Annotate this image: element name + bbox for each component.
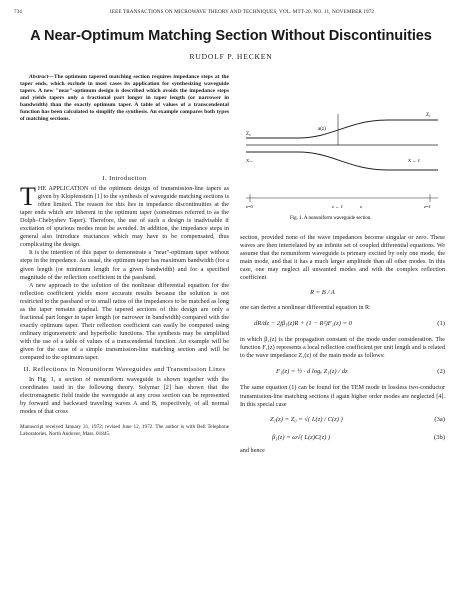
left-body [20,172,229,437]
label-z-left: z=0 [246,204,253,209]
label-z-arrow: z [360,204,362,209]
abstract-label: Abstract [29,74,49,80]
intro-p1: HE APPLICATION of the optimum design of transmission-line tapers as given by Klopfenstein [1] to the synthesis of waveguide matching sections is often limited. The reason for this lies in impedance discontinuities at the taper ends which are inherent in the optimum taper (sometimes referred to as the Dolph–Chebyshev Taper). Therefore, the use of such a design is inadvisable if excitation of spurious modes must be avoided. In addition, the impedance steps in general also introduce reactances which may have to be compensated, thus complicating the design. [20,185,229,249]
label-z-mid: z ← ℓ [332,204,343,209]
author-name: RUDOLF P. HECKEN [189,52,273,61]
figure-1 [238,100,446,220]
paper-title: A Near-Optimum Matching Section Without Discontinuities [30,28,432,44]
eq3b-body: β₁(z) = ω√( L(z)C(z) ) [272,433,331,441]
intro-p3: A new approach to the solution of the nonlinear differential equation for the reflection coefficient yields more accurate results because the solution is not restricted to the passband or to small ratios of the impedances to be matched as long as the taper remains gradual. The tapered sections of this design are only a fractional part longer in taper length (or narrower in bandwidth) compared with the exactly optimum taper. Their reflection coefficient can easily be computed using ordinary trigonometric and hyperbolic functions. The synthesis may be simplified with the use of a table of values of a transcendental function. An example will be given for the case of a simple transmission-line matching section and will be compared to the optimum taper. [20,281,229,362]
equation-R [240,282,445,304]
eq3b-number: (3b) [434,433,445,441]
intro-heading: I. Introduction [102,175,147,182]
label-z-right: z=ℓ [424,204,431,209]
right-end: and hence [240,446,265,454]
equation-1 [240,312,445,336]
intro-p2: It is the intention of this paper to demonstrate a "near"-optimum taper without steps in the impedance. As usual, the optimum taper has maximum bandwidth (for a given length (or minimum length for a given bandwidth) and for a specified magnitude of the reflection coefficient in the passband. [20,249,229,281]
eq2-body: F₁(z) = ½ · d logₑ Z₁(z) / dz [276,368,348,376]
label-a-z: a(z) [318,127,326,132]
right-p1: section, provided none of the wave impedances become singular or zero. These waves are then interrelated by an infinite set of coupled differential equations. We assume that the nonuniform waveguide is primary excited by only one mode, the main mode, and that it has a much larger amplitude than all other modes. In this case, one may neglect all unwanted modes and with the complex reflection coefficient [240,234,445,282]
right-p4: The same equation (1) can be found for the TEM mode in lossless two-conductor transmission-line matching sections if again higher order modes are neglected [4]. In this special case [240,384,445,408]
eq1-body: dR/dz − 2jβ₁(z)R + (1 − R²)F₁(z) = 0 [254,320,352,328]
label-x-left: X← [246,158,254,163]
upper-wall [246,120,438,138]
right-p3: in which β₁(z) is the propagation constant of the mode under consideration. The function F₁(z) represents a local reflection coefficient per unit length and is related to the wave impedance Z₁(z) of the main mode as follows: [240,336,445,360]
label-x-right: X ← ℓ [408,158,421,163]
equation-3a [240,409,445,431]
eq1-number: (1) [437,320,445,328]
left-column [20,74,229,123]
label-z0: Z₀ [246,132,251,137]
equation-2 [240,360,445,384]
eq3a-body: Z₁(z) = Z₀ = √( L(z) / C(z) ) [270,415,343,423]
intro-first-paragraph [20,182,229,249]
equation-3b [240,431,445,447]
running-header [14,9,448,19]
footnote: Manuscript received January 31, 1972; revised June 12, 1972. The author is with Bell Telephone Laboratories, North Andover, Mass. 01845. [20,424,229,437]
drop-cap: T [20,182,36,212]
journal-name: IEEE TRANSACTIONS ON MICROWAVE THEORY AND TECHNIQUES, VOL. MTT-20, NO. 11, NOVEMBER 1972 [110,9,375,15]
sec2-p1: In Fig. 1, a section of nonuniform waveguide is shown together with the coordinates used in the following theory. Solymar [2] has shown that the electromagnetic field inside the waveguide at any cross section can be represented by forward and backward traveling waves A and B, respectively, of all normal modes of that cross [20,376,229,416]
figure-caption: Fig. 1. A nonuniform waveguide section. [290,216,372,220]
section2-heading: II. Reflections in Nonuniform Waveguides and Transmission Lines [23,366,226,374]
right-column [240,234,445,455]
abstract [20,74,229,123]
eq2-number: (2) [437,368,445,376]
eq3a-number: (3a) [434,415,445,423]
label-z1: Z₁ [426,113,431,118]
abstract-text: —The optimum tapered matching section requires impedance steps at the taper ends, which exclude in most cases its application for synthesizing waveguide tapers. A new "near"-optimum design is described which avoids the impedance steps and yields tapers only a fractional part longer in taper length (or narrower in bandwidth) than the exactly optimum taper. A table of values of a transcendental function has been calculated to simplify the synthesis. An example compares both types of matching sections. [20,74,229,122]
eq-R-body: R = B / A [310,289,335,297]
page-number: 734 [14,9,22,15]
right-p2: one can derive a nonlinear differential equation in R: [240,304,371,312]
